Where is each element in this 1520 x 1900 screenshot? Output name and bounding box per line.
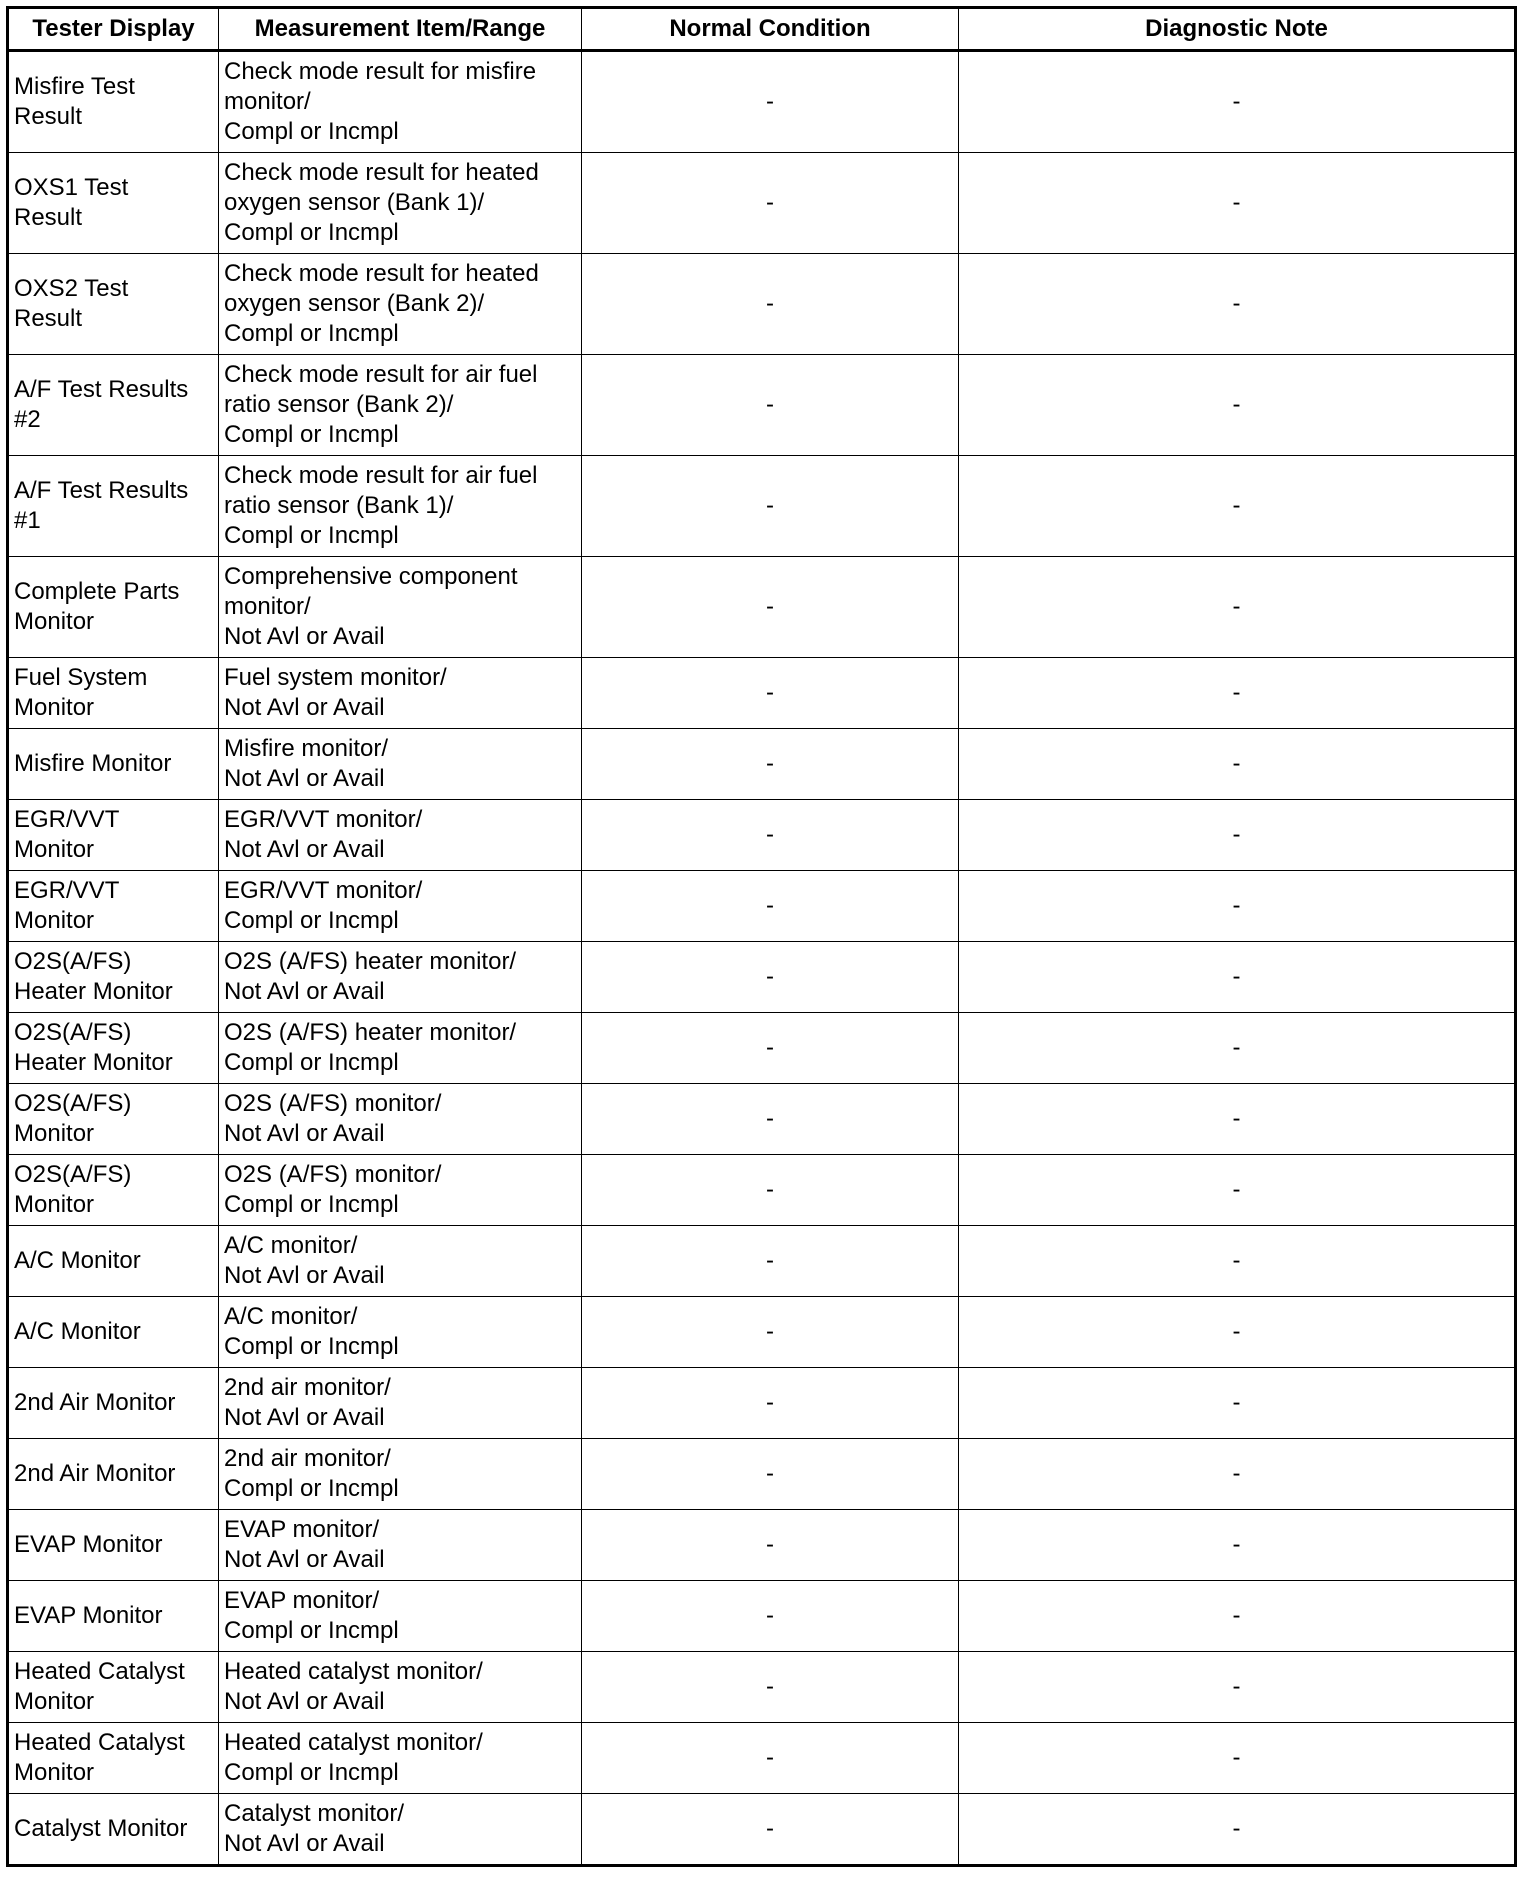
tester-display-cell: Catalyst Monitor — [8, 1794, 219, 1866]
normal-condition-cell: - — [582, 871, 959, 942]
tester-display-cell: 2nd Air Monitor — [8, 1368, 219, 1439]
diagnostic-note-cell: - — [959, 153, 1516, 254]
measurement-item-cell: Check mode result for air fuel ratio sensor (Bank 1)/ Compl or Incmpl — [219, 456, 582, 557]
measurement-item-cell: Check mode result for air fuel ratio sensor (Bank 2)/ Compl or Incmpl — [219, 355, 582, 456]
header-row — [8, 8, 1516, 51]
measurement-item-cell: O2S (A/FS) heater monitor/ Not Avl or Avail — [219, 942, 582, 1013]
tester-display-cell: Heated Catalyst Monitor — [8, 1652, 219, 1723]
normal-condition-cell: - — [582, 1581, 959, 1652]
measurement-item-cell: O2S (A/FS) monitor/ Not Avl or Avail — [219, 1084, 582, 1155]
diagnostic-note-cell: - — [959, 1297, 1516, 1368]
table-row — [8, 51, 1516, 153]
tester-display-cell: EGR/VVT Monitor — [8, 800, 219, 871]
tester-display-cell: Misfire Monitor — [8, 729, 219, 800]
tester-display-cell: Heated Catalyst Monitor — [8, 1723, 219, 1794]
diagnostic-note-cell: - — [959, 871, 1516, 942]
table-row — [8, 942, 1516, 1013]
table-row — [8, 658, 1516, 729]
tester-display-cell: EGR/VVT Monitor — [8, 871, 219, 942]
measurement-item-cell: A/C monitor/ Not Avl or Avail — [219, 1226, 582, 1297]
normal-condition-cell: - — [582, 942, 959, 1013]
measurement-item-cell: Comprehensive component monitor/ Not Avl or Avail — [219, 557, 582, 658]
measurement-item-cell: EGR/VVT monitor/ Not Avl or Avail — [219, 800, 582, 871]
table-row — [8, 153, 1516, 254]
table-row — [8, 1084, 1516, 1155]
tester-display-cell: Misfire Test Result — [8, 51, 219, 153]
header-measurement-item: Measurement Item/Range — [219, 8, 582, 51]
measurement-item-cell: EVAP monitor/ Compl or Incmpl — [219, 1581, 582, 1652]
table-row — [8, 871, 1516, 942]
measurement-item-cell: 2nd air monitor/ Not Avl or Avail — [219, 1368, 582, 1439]
tester-display-cell: OXS2 Test Result — [8, 254, 219, 355]
table-row — [8, 1652, 1516, 1723]
table-row — [8, 1226, 1516, 1297]
diagnostic-note-cell: - — [959, 1581, 1516, 1652]
measurement-item-cell: Check mode result for misfire monitor/ Compl or Incmpl — [219, 51, 582, 153]
table-row — [8, 1794, 1516, 1866]
diagnostic-note-cell: - — [959, 456, 1516, 557]
diagnostic-note-cell: - — [959, 1155, 1516, 1226]
diagnostic-note-cell: - — [959, 1084, 1516, 1155]
normal-condition-cell: - — [582, 1084, 959, 1155]
normal-condition-cell: - — [582, 1226, 959, 1297]
normal-condition-cell: - — [582, 1723, 959, 1794]
tester-display-cell: O2S(A/FS) Monitor — [8, 1084, 219, 1155]
header-diagnostic-note: Diagnostic Note — [959, 8, 1516, 51]
normal-condition-cell: - — [582, 456, 959, 557]
table-row — [8, 1155, 1516, 1226]
table-row — [8, 800, 1516, 871]
normal-condition-cell: - — [582, 355, 959, 456]
normal-condition-cell: - — [582, 800, 959, 871]
table-row — [8, 456, 1516, 557]
normal-condition-cell: - — [582, 1794, 959, 1866]
diagnostic-note-cell: - — [959, 1510, 1516, 1581]
normal-condition-cell: - — [582, 1013, 959, 1084]
diagnostic-note-cell: - — [959, 942, 1516, 1013]
tester-display-cell: EVAP Monitor — [8, 1581, 219, 1652]
diagnostic-note-cell: - — [959, 1013, 1516, 1084]
tester-display-cell: A/F Test Results #1 — [8, 456, 219, 557]
diagnostic-note-cell: - — [959, 557, 1516, 658]
table-row — [8, 1013, 1516, 1084]
diagnostic-data-table — [6, 6, 1517, 1867]
tester-display-cell: O2S(A/FS) Monitor — [8, 1155, 219, 1226]
diagnostic-note-cell: - — [959, 658, 1516, 729]
diagnostic-note-cell: - — [959, 800, 1516, 871]
diagnostic-note-cell: - — [959, 1439, 1516, 1510]
normal-condition-cell: - — [582, 557, 959, 658]
normal-condition-cell: - — [582, 658, 959, 729]
measurement-item-cell: A/C monitor/ Compl or Incmpl — [219, 1297, 582, 1368]
tester-display-cell: OXS1 Test Result — [8, 153, 219, 254]
diagnostic-note-cell: - — [959, 1794, 1516, 1866]
normal-condition-cell: - — [582, 1439, 959, 1510]
tester-display-cell: A/C Monitor — [8, 1297, 219, 1368]
table-row — [8, 1368, 1516, 1439]
measurement-item-cell: Heated catalyst monitor/ Not Avl or Avail — [219, 1652, 582, 1723]
diagnostic-note-cell: - — [959, 1368, 1516, 1439]
header-normal-condition: Normal Condition — [582, 8, 959, 51]
measurement-item-cell: Fuel system monitor/ Not Avl or Avail — [219, 658, 582, 729]
measurement-item-cell: O2S (A/FS) heater monitor/ Compl or Incmpl — [219, 1013, 582, 1084]
header-tester-display: Tester Display — [8, 8, 219, 51]
measurement-item-cell: Catalyst monitor/ Not Avl or Avail — [219, 1794, 582, 1866]
table-row — [8, 1581, 1516, 1652]
tester-display-cell: Complete Parts Monitor — [8, 557, 219, 658]
diagnostic-note-cell: - — [959, 355, 1516, 456]
normal-condition-cell: - — [582, 254, 959, 355]
diagnostic-note-cell: - — [959, 51, 1516, 153]
normal-condition-cell: - — [582, 1510, 959, 1581]
normal-condition-cell: - — [582, 1155, 959, 1226]
normal-condition-cell: - — [582, 1652, 959, 1723]
measurement-item-cell: 2nd air monitor/ Compl or Incmpl — [219, 1439, 582, 1510]
diagnostic-note-cell: - — [959, 254, 1516, 355]
normal-condition-cell: - — [582, 1297, 959, 1368]
table-row — [8, 355, 1516, 456]
table-row — [8, 1439, 1516, 1510]
measurement-item-cell: Check mode result for heated oxygen sensor (Bank 1)/ Compl or Incmpl — [219, 153, 582, 254]
table-row — [8, 1297, 1516, 1368]
measurement-item-cell: Check mode result for heated oxygen sensor (Bank 2)/ Compl or Incmpl — [219, 254, 582, 355]
normal-condition-cell: - — [582, 729, 959, 800]
measurement-item-cell: EVAP monitor/ Not Avl or Avail — [219, 1510, 582, 1581]
table-row — [8, 254, 1516, 355]
tester-display-cell: EVAP Monitor — [8, 1510, 219, 1581]
table-row — [8, 729, 1516, 800]
normal-condition-cell: - — [582, 1368, 959, 1439]
tester-display-cell: 2nd Air Monitor — [8, 1439, 219, 1510]
diagnostic-note-cell: - — [959, 1723, 1516, 1794]
diagnostic-note-cell: - — [959, 1652, 1516, 1723]
table-row — [8, 1510, 1516, 1581]
tester-display-cell: O2S(A/FS) Heater Monitor — [8, 1013, 219, 1084]
diagnostic-note-cell: - — [959, 1226, 1516, 1297]
tester-display-cell: O2S(A/FS) Heater Monitor — [8, 942, 219, 1013]
normal-condition-cell: - — [582, 153, 959, 254]
table-row — [8, 1723, 1516, 1794]
table-row — [8, 557, 1516, 658]
tester-display-cell: A/F Test Results #2 — [8, 355, 219, 456]
measurement-item-cell: EGR/VVT monitor/ Compl or Incmpl — [219, 871, 582, 942]
diagnostic-note-cell: - — [959, 729, 1516, 800]
tester-display-cell: Fuel System Monitor — [8, 658, 219, 729]
normal-condition-cell: - — [582, 51, 959, 153]
tester-display-cell: A/C Monitor — [8, 1226, 219, 1297]
measurement-item-cell: Misfire monitor/ Not Avl or Avail — [219, 729, 582, 800]
measurement-item-cell: Heated catalyst monitor/ Compl or Incmpl — [219, 1723, 582, 1794]
measurement-item-cell: O2S (A/FS) monitor/ Compl or Incmpl — [219, 1155, 582, 1226]
